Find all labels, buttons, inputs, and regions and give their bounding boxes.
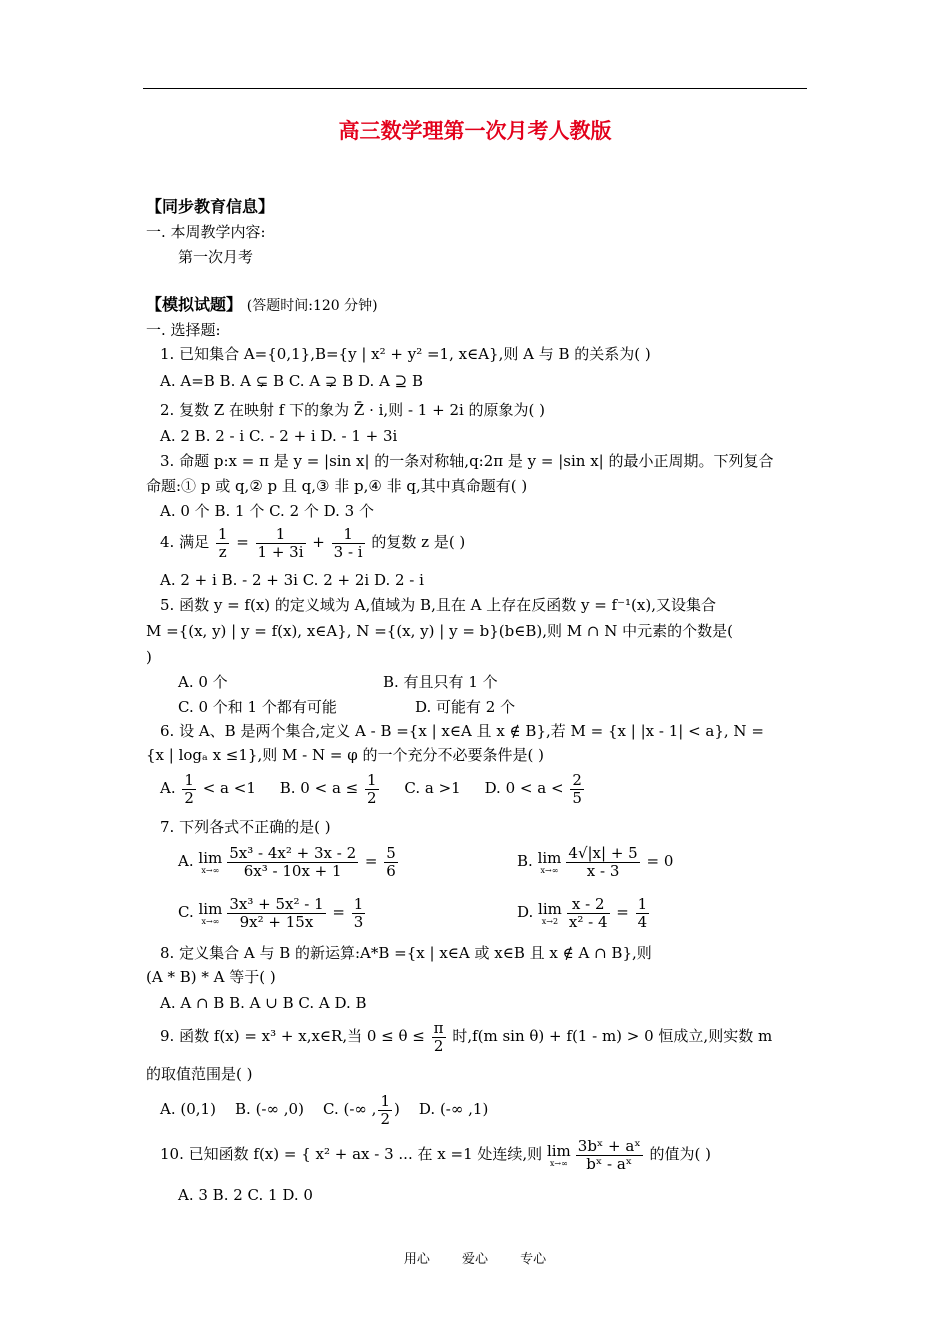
q1-stem: 1. 已知集合 A={0,1},B={y | x² + y² =1, x∈A},则 A 与 B 的关系为( ) xyxy=(160,345,651,363)
section-header-test xyxy=(146,295,378,316)
teaching-content-label: 一. 本周教学内容: xyxy=(146,223,266,241)
q6-a-frac: $\frac{1}{2}$ xyxy=(184,770,194,807)
test-duration: (答题时间:120 分钟) xyxy=(246,298,378,314)
page-title: 高三数学理第一次月考人教版 xyxy=(338,118,612,143)
q4-suffix: 的复数 z 是( ) xyxy=(371,533,466,551)
q4-frac-3: $\frac{1}{3 - i}$ xyxy=(333,524,363,561)
q1-options: A. A=B B. A ⊊ B C. A ⊋ B D. A ⊇ B xyxy=(160,372,424,390)
q4-frac-2: $\frac{1}{1 + 3i}$ xyxy=(257,524,304,561)
q9-stem-2: 的取值范围是( ) xyxy=(146,1065,253,1083)
q4-stem: 4. 满足 $\frac{1}{z}$ = $\frac{1}{1 + 3i}$ + $\frac{1}{3 - i}$ 的复数 z 是( ) xyxy=(160,524,466,561)
q3-stem-2: 命题:① p 或 q,② p 且 q,③ 非 p,④ 非 q,其中真命题有( ) xyxy=(146,477,528,495)
footer-text-2: 爱心 xyxy=(461,1252,488,1267)
part-choice-label: 一. 选择题: xyxy=(146,321,221,339)
q6-d-frac: $\frac{2}{5}$ xyxy=(572,770,582,807)
test-header: 【模拟试题】 xyxy=(146,295,243,314)
q9-stem-1: 9. 函数 f(x) = x³ + x,x∈R,当 0 ≤ θ ≤ $\frac{\pi}{2}$ 时,f(m sin θ) + f(1 - m) > 0 恒成立,则实数 m xyxy=(160,1018,773,1055)
q5-option-b: B. 有且只有 1 个 xyxy=(383,673,498,691)
q7-option-d: D. lim x→2 $\frac{x - 2}{\text{x² - 4}}$ = $\frac{1}{4}$ xyxy=(517,894,648,931)
q7-stem: 7. 下列各式不正确的是( ) xyxy=(160,818,331,836)
q8-options: A. A ∩ B B. A ∪ B C. A D. B xyxy=(160,994,367,1012)
header-rule xyxy=(143,88,807,89)
q10-options: A. 3 B. 2 C. 1 D. 0 xyxy=(178,1186,313,1204)
q2-options: A. 2 B. 2 - i C. - 2 + i D. - 1 + 3i xyxy=(160,427,398,445)
q4-prefix: 4. 满足 xyxy=(160,533,210,551)
q8-stem-1: 8. 定义集合 A 与 B 的新运算:A*B ={x | x∈A 或 x∈B 且 x ∉ A ∩ B},则 xyxy=(160,944,652,962)
q6-options: A. $\frac{1}{2}$ < a <1 B. 0 < a ≤ $\frac{1}{2}$ C. a >1 D. 0 < a < $\frac{2}{5}$ xyxy=(160,770,582,807)
q7-option-b: B. lim x→∞ $\frac{4√|x| + 5}{x - 3}$ = 0 xyxy=(517,843,674,880)
q5-option-d: D. 可能有 2 个 xyxy=(415,698,516,716)
q5-option-c: C. 0 个和 1 个都有可能 xyxy=(178,698,337,716)
q5-stem-2: M ={(x, y) | y = f(x), x∈A}, N ={(x, y) | y = b}(b∈B),则 M ∩ N 中元素的个数是( xyxy=(146,622,733,640)
q5-stem-3: ) xyxy=(146,648,152,666)
q8-stem-2: (A * B) * A 等于( ) xyxy=(146,968,276,986)
q10-stem: 10. 已知函数 f(x) = { x² + ax - 3 ... 在 x =1 处连续,则 lim x→∞ $\frac{\text{3bˣ + aˣ}}{\text{bˣ - aˣ}}$ 的值为( ) xyxy=(160,1136,711,1173)
q6-stem-2: {x | logₐ x ≤1},则 M - N = φ 的一个充分不必要条件是( ) xyxy=(146,746,544,764)
page-footer xyxy=(0,1248,950,1267)
q4-frac-1: $\frac{1}{z}$ xyxy=(217,524,228,561)
teaching-content: 第一次月考 xyxy=(178,248,254,266)
q4-options: A. 2 + i B. - 2 + 3i C. 2 + 2i D. 2 - i xyxy=(160,571,424,589)
q9-options: A. (0,1) B. (-∞ ,0) C. (-∞ , $\frac{1}{2}$ ) D. (-∞ ,1) xyxy=(160,1091,489,1128)
section-header-info: 【同步教育信息】 xyxy=(146,197,275,216)
q5-option-a: A. 0 个 xyxy=(178,673,228,691)
q5-stem-1: 5. 函数 y = f(x) 的定义域为 A,值域为 B,且在 A 上存在反函数 y = f⁻¹(x),又设集合 xyxy=(160,596,716,614)
q7-option-c: C. lim x→∞ $\frac{\text{3x³ + 5x² - 1}}{\text{9x² + 15x}}$ = $\frac{1}{3}$ xyxy=(178,894,364,931)
q2-stem: 2. 复数 Z 在映射 f 下的象为 Z̄ · i,则 - 1 + 2i 的原象为( ) xyxy=(160,401,546,419)
q3-stem-1: 3. 命题 p:x = π 是 y = |sin x| 的一条对称轴,q:2π 是 y = |sin x| 的最小正周期。下列复合 xyxy=(160,452,774,470)
q3-options: A. 0 个 B. 1 个 C. 2 个 D. 3 个 xyxy=(160,502,374,520)
footer-text-3: 专心 xyxy=(520,1252,547,1267)
footer-text-1: 用心 xyxy=(403,1252,430,1267)
q6-b-frac: $\frac{1}{2}$ xyxy=(367,770,377,807)
q6-stem-1: 6. 设 A、B 是两个集合,定义 A - B ={x | x∈A 且 x ∉ B},若 M = {x | |x - 1| < a}, N = xyxy=(160,722,764,740)
q7-option-a: A. lim x→∞ $\frac{\text{5x³ - 4x² + 3x - 2}}{\text{6x³ - 10x + 1}}$ = $\frac{5}{6}$ xyxy=(178,843,396,880)
